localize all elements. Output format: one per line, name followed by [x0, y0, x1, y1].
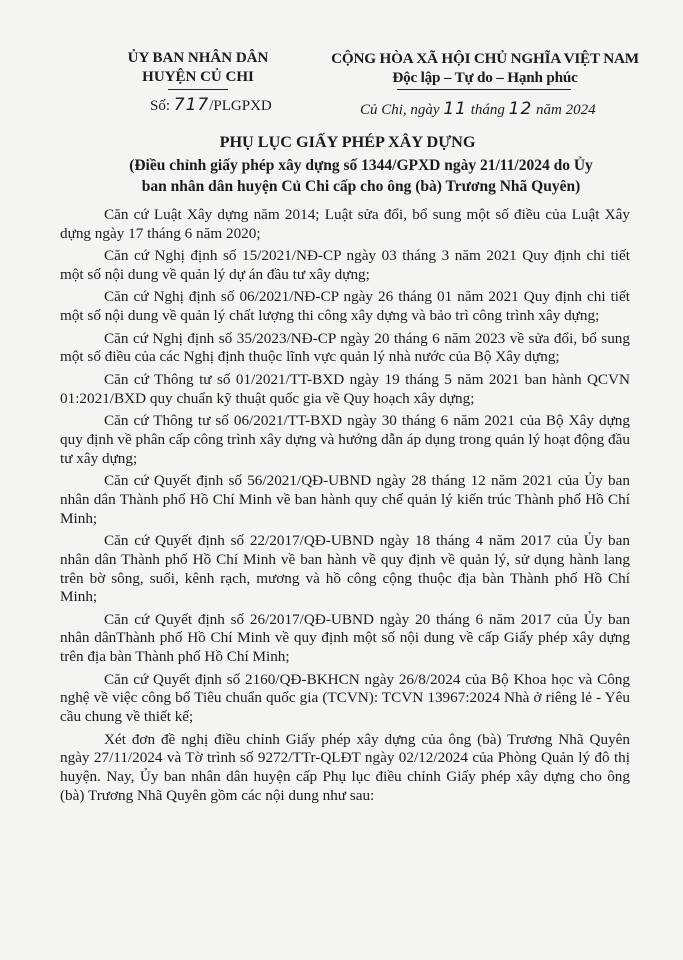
document-title: PHỤ LỤC GIẤY PHÉP XÂY DỰNG: [219, 133, 476, 151]
legal-basis-paragraph: Căn cứ Nghị định số 15/2021/NĐ-CP ngày 03 tháng 3 năm 2021 Quy định chi tiết một số nội dung về quản lý dự án đầu tư xây dựng;: [60, 247, 630, 283]
legal-basis-paragraph: Căn cứ Luật Xây dựng năm 2014; Luật sửa đổi, bổ sung một số điều của Luật Xây dựng ngày 17 tháng 6 năm 2020;: [60, 206, 630, 242]
legal-basis-paragraph: Căn cứ Thông tư số 06/2021/TT-BXD ngày 30 tháng 6 năm 2021 của Bộ Xây dựng quy định về phân cấp công trình xây dựng và hướng dẫn áp dụng trong quản lý hoạt động đầu tư xây dựng;: [60, 411, 630, 467]
subtitle-line2: ban nhân dân huyện Củ Chi cấp cho ông (bà) Trương Nhã Quyên): [141, 178, 581, 195]
number-prefix: Số:: [150, 98, 174, 114]
agency-name-line2: HUYỆN CỦ CHI: [142, 69, 254, 85]
agency-underline: [168, 89, 228, 90]
legal-basis-paragraph: Căn cứ Nghị định số 06/2021/NĐ-CP ngày 26 tháng 01 năm 2021 Quy định chi tiết một số nội dung về quản lý chất lượng thi công xây dựng và bảo trì công trình xây dựng;: [60, 288, 630, 325]
legal-basis-paragraph: Căn cứ Nghị định số 35/2023/NĐ-CP ngày 20 tháng 6 năm 2023 về sửa đổi, bổ sung một số điều của các Nghị định thuộc lĩnh vực quản lý nhà nước của Bộ Xây dựng;: [60, 329, 630, 366]
legal-basis-paragraph: Căn cứ Quyết định số 22/2017/QĐ-UBND ngày 18 tháng 4 năm 2017 của Ủy ban nhân dân Thành phố Hồ Chí Minh về ban hành về quy định về quản lý, sử dụng hành lang trên bờ sông, suối, kênh rạch, mương và hồ công cộng thuộc địa bàn Thành phố Hồ Chí Minh;: [60, 531, 630, 606]
legal-basis-paragraph: Căn cứ Quyết định số 56/2021/QĐ-UBND ngày 28 tháng 12 năm 2021 của Ủy ban nhân dân Thành phố Hồ Chí Minh về ban hành quy chế quản lý kiến trúc Thành phố Hồ Chí Minh;: [60, 471, 630, 527]
agency-name-line1: ỦY BAN NHÂN DÂN: [127, 50, 269, 66]
date-year: năm 2024: [532, 102, 596, 118]
subtitle-line1: (Điều chỉnh giấy phép xây dựng số 1344/GPXD ngày 21/11/2024 do Ủy: [129, 157, 593, 174]
legal-basis-paragraph: Căn cứ Quyết định số 26/2017/QĐ-UBND ngày 20 tháng 6 năm 2017 của Ủy ban nhân dânThành phố Hồ Chí Minh về quy định một số nội dung về cấp Giấy phép xây dựng trên địa bàn Thành phố Hồ Chí Minh;: [60, 610, 630, 666]
date-prefix: Củ Chi, ngày: [360, 102, 444, 118]
handwritten-number: 717: [173, 95, 210, 115]
legal-basis-paragraph: Căn cứ Quyết định số 2160/QĐ-BKHCN ngày 26/8/2024 của Bộ Khoa học và Công nghệ về việc công bố Tiêu chuẩn quốc gia (TCVN): TCVN 13967:2024 Nhà ở riêng lẻ - Yêu cầu chung về thiết kế;: [60, 670, 630, 726]
motto-underline: [397, 89, 571, 90]
document-body: [60, 206, 630, 809]
number-suffix: /PLGPXD: [209, 98, 272, 114]
country-name: CỘNG HÒA XÃ HỘI CHỦ NGHĨA VIỆT NAM: [331, 50, 639, 67]
national-header: [330, 49, 640, 87]
document-date: [360, 99, 596, 120]
document-number: [150, 95, 272, 116]
consideration-paragraph: Xét đơn đề nghị điều chỉnh Giấy phép xây dựng của ông (bà) Trương Nhã Quyên ngày 27/11/2024 và Tờ trình số 9272/TTr-QLĐT ngày 02/12/2024 của Phòng Quản lý đô thị huyện. Nay, Ủy ban nhân dân huyện cấp Phụ lục điều chỉnh Giấy phép xây dựng cho ông (bà) Trương Nhã Quyên gồm các nội dung như sau:: [60, 730, 630, 805]
handwritten-month: 12: [508, 99, 533, 119]
date-month-prefix: tháng: [466, 102, 509, 118]
national-motto: Độc lập – Tự do – Hạnh phúc: [392, 69, 578, 86]
legal-basis-paragraph: Căn cứ Thông tư số 01/2021/TT-BXD ngày 19 tháng 5 năm 2021 ban hành QCVN 01:2021/BXD quy chuẩn kỹ thuật quốc gia về Quy hoạch xây dựng;: [60, 370, 630, 407]
handwritten-day: 11: [443, 99, 467, 119]
issuing-agency: [108, 49, 288, 87]
document-subtitle: [96, 155, 626, 197]
